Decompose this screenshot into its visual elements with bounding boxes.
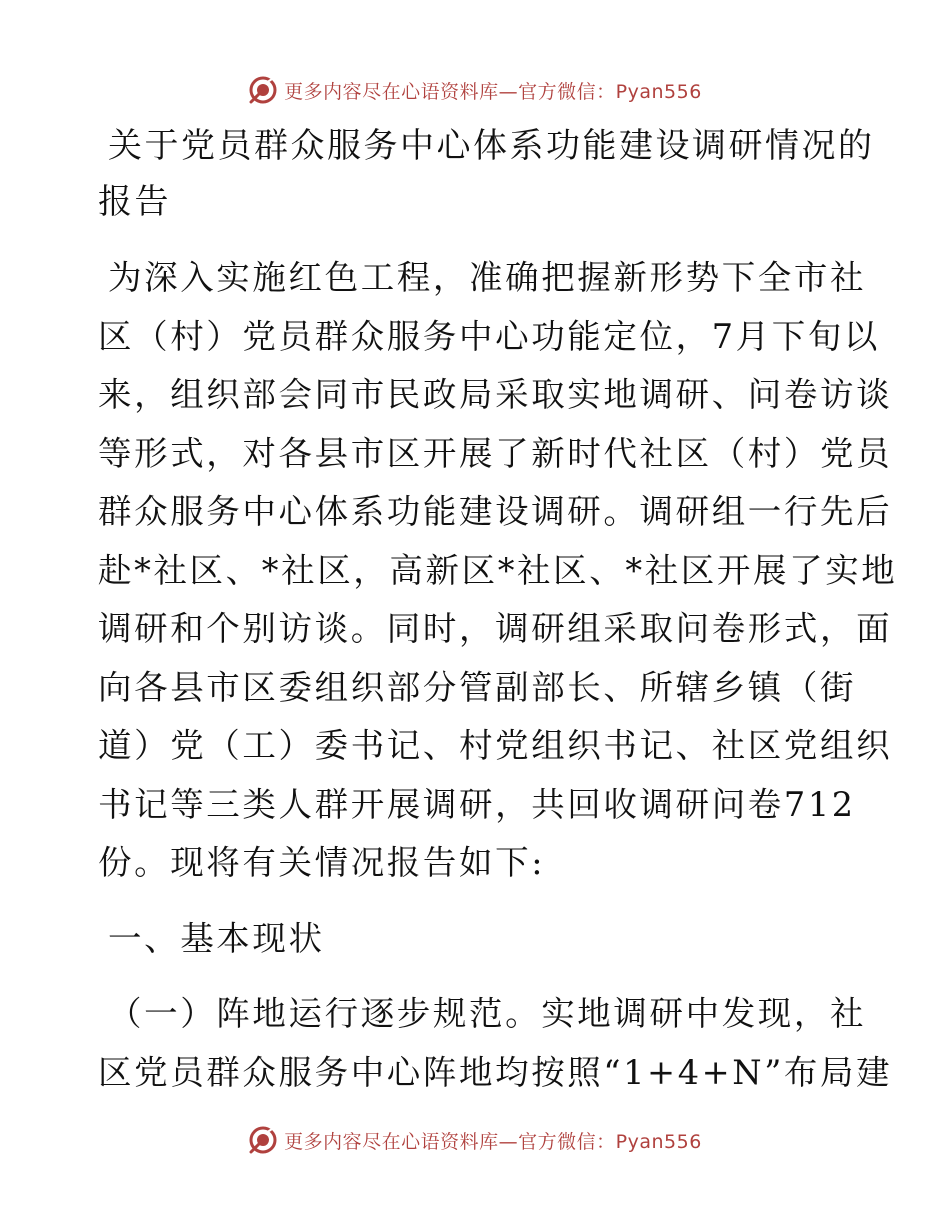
paragraph-line: 群众服务中心体系功能建设调研。调研组一行先后 bbox=[98, 492, 893, 531]
paragraph-line: 区（村）党员群众服务中心功能定位，7月下旬以 bbox=[98, 316, 881, 356]
watermark-text: 更多内容尽在心语资料库—官方微信：Pyan556 bbox=[284, 1130, 702, 1153]
paragraph-line: 区党员群众服务中心阵地均按照“1+4+N”布局建 bbox=[98, 1052, 893, 1092]
subsection-paragraph bbox=[98, 985, 893, 1102]
intro-paragraph bbox=[98, 249, 898, 893]
paragraph-line: 赴*社区、*社区，高新区*社区、*社区开展了实地 bbox=[98, 550, 898, 590]
paragraph-line: 向各县市区委组织部分管副部长、所辖乡镇（街 bbox=[98, 667, 857, 707]
paragraph-line: 等形式，对各县市区开展了新时代社区（村）党员 bbox=[98, 433, 893, 473]
paragraph-line: 书记等三类人群开展调研，共回收调研问卷712 bbox=[98, 784, 856, 824]
paragraph-line: 份。现将有关情况报告如下: bbox=[98, 843, 546, 882]
title-line: 报告 bbox=[98, 182, 171, 222]
document-body bbox=[98, 118, 898, 1119]
pen-logo-icon bbox=[248, 1125, 278, 1155]
paragraph-line: 为深入实施红色工程，准确把握新形势下全市社 bbox=[108, 258, 867, 297]
watermark-top bbox=[0, 70, 950, 110]
section-heading bbox=[98, 910, 858, 969]
watermark-text: 更多内容尽在心语资料库—官方微信：Pyan556 bbox=[284, 80, 702, 103]
section-heading-text: 一、基本现状 bbox=[108, 918, 325, 958]
watermark-bottom bbox=[0, 1120, 950, 1160]
paragraph-line: 道）党（工）委书记、村党组织书记、社区党组织 bbox=[98, 726, 893, 765]
paragraph-line: 调研和个别访谈。同时，调研组采取问卷形式，面 bbox=[98, 609, 893, 648]
pen-logo-icon bbox=[248, 75, 278, 105]
paragraph-line: 来，组织部会同市民政局采取实地调研、问卷访谈 bbox=[98, 375, 893, 414]
paragraph-line: （一）阵地运行逐步规范。实地调研中发现，社 bbox=[108, 994, 867, 1033]
title-line: 关于党员群众服务中心体系功能建设调研情况的 bbox=[108, 126, 875, 166]
document-title bbox=[98, 118, 875, 230]
